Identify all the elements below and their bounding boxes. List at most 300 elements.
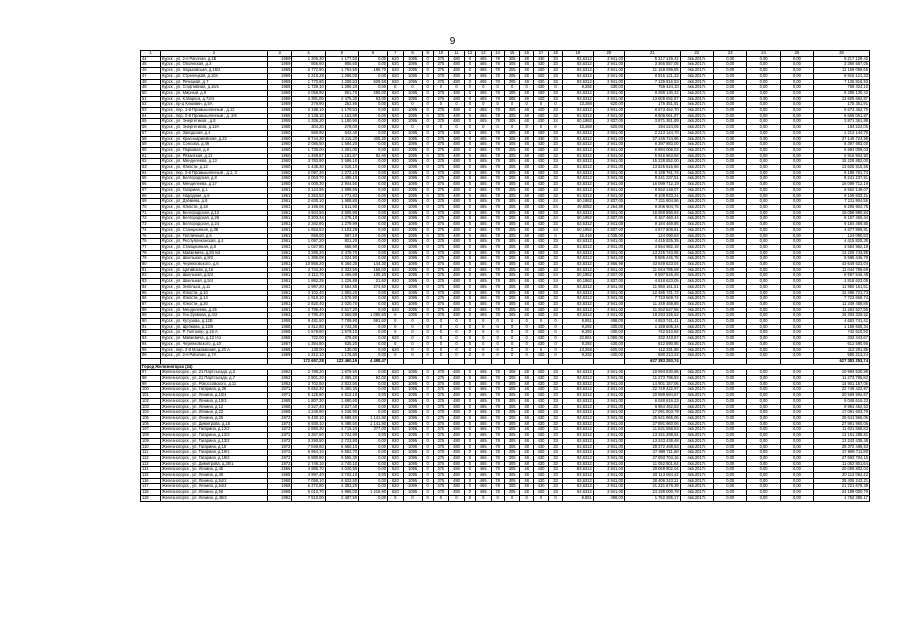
table-cell: 4кв.2017г. [680,108,713,114]
table-cell: 4кв.2017г. [680,284,713,290]
table-cell: 0 [433,341,449,347]
table-cell: 48 [520,222,533,228]
table-cell: 0,00 [780,438,813,444]
table-cell: 0 [491,85,504,91]
table-cell: 375 [433,438,449,444]
table-cell: 0 [464,210,475,216]
table-cell: 0 [464,444,475,450]
table-cell: 480 [449,199,465,205]
table-cell: 14 901 157,06 [814,381,870,387]
table-cell: 0 [422,239,433,245]
table-cell: 71 [141,210,161,216]
table-cell: 620 [388,68,404,74]
table-cell: 0 [464,233,475,239]
table-cell: 0 [422,187,433,193]
table-cell: 620 [388,113,404,119]
table-cell: 861,70 [325,90,358,96]
table-cell: 13,268 [562,125,593,131]
table-cell: 569,90 [292,130,325,136]
table-cell: 759 424,10 [814,85,870,91]
table-cell: 498,00 [593,319,624,325]
table-cell: 0 [422,204,433,210]
table-cell: 46 [141,68,161,74]
table-cell: 1964 [267,313,291,319]
table-cell: 0,00 [780,216,813,222]
table-cell: 0 [464,56,475,62]
table-cell: 48 [520,484,533,490]
table-cell: 194 224,05 [814,125,870,131]
table-cell: 1095 [403,416,422,422]
table-cell: 7 723 669,74 [814,296,870,302]
table-cell: 375 [433,273,449,279]
table-cell: 1959 [267,102,291,108]
table-cell: 480 [449,478,465,484]
table-cell: 9 481,50 [292,319,325,325]
table-cell: 24 [549,279,562,285]
table-cell: 305 [504,376,520,382]
table-cell: 1 653,63 [292,227,325,233]
table-cell: 375 [433,450,449,456]
table-cell: 0,00 [780,478,813,484]
table-cell: 50 [141,90,161,96]
table-cell: 0,00 [359,244,388,250]
table-cell: 375 [433,113,449,119]
table-cell: 430 [533,233,549,239]
table-cell: 10 993 530,95 [625,370,681,376]
table-cell: 4кв.2017г. [680,147,713,153]
table-cell: 0 [388,313,404,319]
table-cell: 430 [533,393,549,399]
table-cell: 2 124,95 [292,187,325,193]
table-cell: 0 [433,85,449,91]
table-cell: 480 [449,421,465,427]
table-cell: 1095 [403,204,422,210]
table-cell: 0 [533,125,549,131]
table-cell: 2 724,90 [325,433,358,439]
table-cell: 305 [504,113,520,119]
table-cell: 0,00 [780,142,813,148]
table-cell: 3 941,00 [593,296,624,302]
table-cell: 1961 [267,290,291,296]
table-cell: 4кв.2017г. [680,73,713,79]
table-cell: 0 [433,125,449,131]
table-cell: 0 [504,341,520,347]
table-cell: 83,6312 [562,313,593,319]
table-cell: Железногорск , ул. Гагарина, д.15 [161,444,268,450]
table-cell: 1 177,50 [325,56,358,62]
table-cell: 0,00 [747,473,780,479]
table-cell: 465 [475,90,491,96]
table-cell: 0,00 [714,102,747,108]
table-cell: 430 [533,68,549,74]
table-cell: 78 [141,250,161,256]
table-cell: 78 [491,267,504,273]
table-cell: 465 [475,461,491,467]
table-cell: 620 [388,421,404,427]
table-cell: 4кв.2017г. [680,159,713,165]
table-cell: 465 [475,170,491,176]
table-cell: 1968 [267,404,291,410]
table-cell: 0,00 [747,239,780,245]
table-cell: 2 213 144,70 [625,130,681,136]
table-cell: 430 [533,438,549,444]
table-cell: 1095 [403,393,422,399]
table-cell: 375 [433,296,449,302]
table-cell: 0,00 [747,393,780,399]
table-cell: 4кв.2017г. [680,290,713,296]
table-cell: 33 [549,284,562,290]
table-cell: 620 [388,336,404,342]
table-cell: 3 941,00 [593,153,624,159]
table-cell: 33 [549,267,562,273]
table-cell: 0,00 [359,478,388,484]
table-cell: 1095 [403,398,422,404]
table-cell: 0,00 [747,398,780,404]
table-cell: 0,00 [747,216,780,222]
table-cell: 430 [533,142,549,148]
table-cell: 0,00 [780,68,813,74]
table-cell: 0,00 [714,495,747,501]
table-cell: 0 [403,336,422,342]
table-cell: 83,6312 [562,73,593,79]
table-cell: 687,10 [325,233,358,239]
table-cell: 0 [422,336,433,342]
table-cell: 83,6312 [562,250,593,256]
table-cell: 4 415 825,35 [814,239,870,245]
table-cell: 0 [491,336,504,342]
table-cell: 0 [464,393,475,399]
table-cell: 620,00 [593,347,624,353]
table-cell: 0,00 [714,393,747,399]
table-cell: Железногорск , ул. Ленина, д.48 [161,473,268,479]
table-cell: 375 [433,227,449,233]
table-cell: 430 [533,330,549,336]
table-cell: 4кв.2017г. [680,267,713,273]
table-cell: 1961 [267,210,291,216]
column-number-cell: 14 [491,51,504,57]
table-cell: 27 145 724,96 [625,136,681,142]
table-cell: 305 [504,159,520,165]
table-cell: 430 [533,153,549,159]
table-cell: 0,00 [747,490,780,496]
table-cell: 430 [533,341,549,347]
table-cell: 480 [449,142,465,148]
table-cell: 0 [422,313,433,319]
table-cell: 0,00 [359,176,388,182]
table-cell: 0,00 [714,267,747,273]
table-cell: 612 590,95 [814,341,870,347]
table-cell: 0 [422,450,433,456]
table-cell: 620 [388,284,404,290]
table-cell: 48 [520,130,533,136]
table-cell: 465 [475,222,491,228]
table-cell: 0 [422,165,433,171]
table-cell: 305 [504,393,520,399]
table-cell: 4кв.2017г. [680,313,713,319]
table-cell: 480 [449,239,465,245]
table-cell: 1961 [267,262,291,268]
table-cell: 1095 [403,222,422,228]
table-cell: 430 [533,416,549,422]
table-cell: 83,6312 [562,108,593,114]
table-cell: 375 [433,153,449,159]
table-cell: 107 [141,427,161,433]
table-cell: 0 [422,301,433,307]
table-cell: 0,00 [714,410,747,416]
table-cell: 0 [520,336,533,342]
table-cell: 0,00 [780,125,813,131]
table-cell: 480 [449,427,465,433]
table-cell: 620 [388,165,404,171]
table-cell: 1 511,90 [325,204,358,210]
table-cell: 4кв.2017г. [680,473,713,479]
table-cell: 82,40 [359,153,388,159]
table-cell: 83,6312 [562,290,593,296]
table-cell: 0,00 [747,461,780,467]
table-cell: 3 941,00 [593,484,624,490]
table-cell: 80 [141,262,161,268]
table-cell: 78 [491,170,504,176]
table-cell: 172 657,28 [292,358,325,364]
table-cell: 48 [520,79,533,85]
table-cell: 0 [422,416,433,422]
table-cell: 0,00 [714,199,747,205]
table-cell: 2 617,20 [325,307,358,313]
table-cell: 3 941,00 [593,136,624,142]
table-cell: 620 [388,182,404,188]
table-cell: 0,00 [780,56,813,62]
table-cell: 4 653 741,41 [625,319,681,325]
table-cell: 0,00 [747,433,780,439]
table-cell: Курск , ул. Гагарина, д.1 [161,187,268,193]
table-cell: 33 [549,113,562,119]
table-cell: 0 [520,324,533,330]
table-cell: 83,6312 [562,370,593,376]
table-cell: 0 [422,393,433,399]
table-cell: 48 [520,279,533,285]
table-cell: 465 [475,113,491,119]
table-cell: 375 [433,73,449,79]
table-cell: 480 [449,113,465,119]
table-cell: 305 [504,222,520,228]
table-cell: 1961 [267,273,291,279]
table-cell: 4 986,70 [292,467,325,473]
table-cell: 480 [449,159,465,165]
table-cell: 11 273 796,82 [814,376,870,382]
table-cell: 620 [388,381,404,387]
table-cell: Курск , ул. Ген.Зуевова, д.4/2 [161,313,268,319]
table-cell: 375 [433,410,449,416]
table-cell: 0,00 [747,387,780,393]
table-cell: 4кв.2017г. [680,455,713,461]
table-cell: 69 [141,199,161,205]
table-cell: 375 [433,484,449,490]
table-cell: 430 [533,62,549,68]
table-cell: 113 [141,461,161,467]
table-cell: 59 [141,142,161,148]
table-cell: 1968 [267,398,291,404]
table-cell: 480 [449,410,465,416]
table-cell: 2 837,00 [593,227,624,233]
table-cell: 3 941,00 [593,244,624,250]
table-cell: 78 [491,130,504,136]
table-cell: 78 [491,490,504,496]
table-cell: 6 430,10 [292,416,325,422]
table-cell: 0,00 [747,410,780,416]
table-cell: 620 [388,153,404,159]
table-cell: 0 [422,410,433,416]
table-cell: 1972 [267,438,291,444]
table-cell: 0 [491,330,504,336]
table-cell: 305 [504,130,520,136]
table-cell: 0 [422,113,433,119]
table-cell: 4кв.2017г. [680,341,713,347]
table-cell: 0,00 [714,239,747,245]
table-cell: 620 [388,438,404,444]
table-cell: 480 [449,136,465,142]
table-cell: 0,00 [780,353,813,359]
table-cell: 1972 [267,455,291,461]
table-cell: 0 [388,324,404,330]
table-cell: 465 [475,262,491,268]
table-cell: 0 [464,381,475,387]
table-cell: 33 [549,313,562,319]
table-cell: 78 [491,165,504,171]
table-cell: 48 [520,450,533,456]
table-cell: 58 [141,136,161,142]
table-cell: 620 [388,204,404,210]
table-cell: 5 125,80 [292,393,325,399]
table-cell: 1 853,20 [325,290,358,296]
table-cell: 48 [520,267,533,273]
table-cell: 1095 [403,62,422,68]
table-cell: 27 891 960,06 [625,421,681,427]
table-cell: 0 [449,353,465,359]
table-cell: 1959 [267,62,291,68]
table-cell: 1095 [403,187,422,193]
table-cell: 4кв.2017г. [680,324,713,330]
table-cell: 83,6312 [562,473,593,479]
table-cell: 103 [141,404,161,410]
table-cell: 8 606 061,87 [814,113,870,119]
table-cell: 465 [475,233,491,239]
table-cell: 375 [433,370,449,376]
table-cell: 0,00 [714,68,747,74]
table-cell: 620 [388,267,404,273]
table-cell: 332 443,67 [625,336,681,342]
table-cell: 0,00 [747,484,780,490]
table-cell: 8 597 546,48 [625,273,681,279]
table-cell: 0 [464,187,475,193]
table-cell: 305 [504,313,520,319]
table-cell: 0 [422,490,433,496]
table-cell: 430 [533,353,549,359]
table-cell: 83,6312 [562,256,593,262]
table-cell: 742 610,92 [625,330,681,336]
table-cell: 83,6312 [562,176,593,182]
table-cell: 0,00 [714,119,747,125]
table-cell: 6 744,30 [292,136,325,142]
table-cell: 118 [141,490,161,496]
table-cell: 4кв.2017г. [680,222,713,228]
table-cell: 60,1962 [562,216,593,222]
table-cell: 48 [520,62,533,68]
table-cell: 475,60 [325,336,358,342]
table-cell: 3 381,00 [292,96,325,102]
table-cell: 620 [388,222,404,228]
table-cell: 4кв.2017г. [680,444,713,450]
table-cell: Курск , ул. Шкельная, д.8/2 [161,256,268,262]
table-cell: 1 286,00 [325,73,358,79]
table-cell: 722,00 [292,336,325,342]
table-cell: 0 [549,102,562,108]
table-cell: 15 228 852,00 [814,159,870,165]
table-cell: 1961 [267,267,291,273]
table-cell: 11 950 161,51 [814,284,870,290]
table-cell: 1961 [267,279,291,285]
table-cell: 95 [141,347,161,353]
table-cell: 33 [549,79,562,85]
table-cell: 0 [491,347,504,353]
table-cell: 28 372 488,53 [814,444,870,450]
table-cell: 0,00 [747,341,780,347]
table-cell: 855,60 [292,62,325,68]
table-cell: 0,00 [780,210,813,216]
table-cell: 1095 [403,301,422,307]
table-cell: 0 [475,319,491,325]
table-cell: Курск , ул. Юности, д.20 [161,301,268,307]
table-cell: Курск , ул. Майкевича, д.83 /к2 [161,250,268,256]
table-cell: Курск , ул. 2-я Рабочая, д.7А [161,353,268,359]
table-cell: 78 [491,73,504,79]
table-cell: 430 [533,484,549,490]
table-cell: 465 [475,398,491,404]
table-cell: 0 [464,296,475,302]
table-cell: 430 [533,455,549,461]
table-cell: 4кв.2017г. [680,478,713,484]
table-cell: 305 [504,108,520,114]
table-cell: 3 941,00 [593,256,624,262]
table-cell: 2 837,00 [593,199,624,205]
table-cell: 480 [449,393,465,399]
table-cell: 0 [422,159,433,165]
table-cell: 0,00 [714,204,747,210]
table-cell: 465 [475,165,491,171]
table-cell: 0,00 [747,467,780,473]
table-cell: 17 091 603,79 [625,410,681,416]
table-cell: 1961 [267,187,291,193]
table-cell: 0,00 [780,473,813,479]
table-cell: 11 159 099,65 [625,68,681,74]
table-cell: 97 [141,370,161,376]
table-cell: 81 [141,267,161,273]
table-cell: 0 [464,478,475,484]
table-cell: 0,00 [780,102,813,108]
table-cell: 0,00 [714,296,747,302]
table-cell: 4кв.2017г. [680,433,713,439]
table-cell: 112 291,85 [814,347,870,353]
table-cell: 1968 [267,473,291,479]
table-cell: 13 609 692,87 [625,96,681,102]
table-cell: 4кв.2017г. [680,176,713,182]
table-cell: 480 [449,433,465,439]
table-cell: 0,00 [359,233,388,239]
table-cell: 1095 [403,313,422,319]
table-cell: 8 241 237,51 [814,176,870,182]
table-cell: 78 [491,370,504,376]
table-cell: 48 [520,56,533,62]
table-cell: 0 [433,324,449,330]
